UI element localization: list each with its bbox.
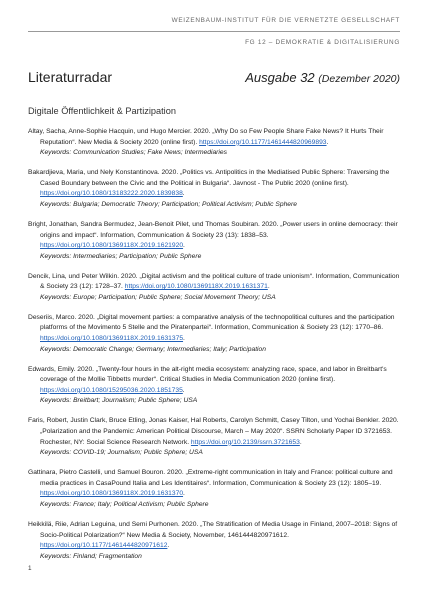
citation-text: Bright, Jonathan, Sandra Bermudez, Jean-Benoit Pilet, und Thomas Soubiran. 2020. „Power users in online democracy: their origins and impact“. Information, Communication & Society 23 (13): 1838–53. (28, 220, 398, 239)
reference-list (28, 127, 400, 572)
issue-date: (Dezember 2020) (318, 73, 400, 85)
document-title: Literaturradar (28, 69, 113, 85)
citation-end: . (167, 542, 170, 550)
department-name: FG 12 – DEMOKRATIE & DIGITALISIERUNG (245, 39, 400, 46)
doi-link[interactable]: https://doi.org/10.1080/13183222.2020.1839838 (40, 190, 183, 198)
reference-citation (28, 416, 400, 448)
reference-keywords: Keywords: Breitbart; Journalism; Public Sphere; USA (40, 397, 198, 405)
citation-end: . (267, 283, 270, 291)
reference-keywords: Keywords: Finland; Fragmentation (40, 552, 142, 560)
reference-citation (28, 272, 400, 293)
reference-citation (28, 365, 400, 397)
citation-text: Dencik, Lina, und Peter Wilkin. 2020. „Digital activism and the political culture of trade unionism“. Information, Communication & Society 23 (12): 1728–37. (28, 272, 400, 291)
reference-entry (28, 365, 400, 407)
citation-end: . (182, 190, 185, 198)
doi-link[interactable]: https://doi.org/10.2139/ssrn.3721653 (190, 438, 300, 446)
reference-entry (28, 127, 400, 159)
reference-keywords: Keywords: Europe; Participation; Public Sphere; Social Movement Theory; USA (40, 293, 276, 301)
citation-end: . (182, 386, 185, 394)
citation-end: . (183, 242, 185, 250)
doi-link[interactable]: https://doi.org/10.1177/1461444820969893 (199, 138, 327, 146)
reference-entry (28, 416, 400, 458)
doi-link[interactable]: https://doi.org/10.1080/1369118X.2019.1631375 (40, 335, 184, 343)
citation-end: . (183, 490, 185, 498)
reference-citation (28, 168, 400, 200)
citation-text: Gattinara, Pietro Castelli, und Samuel Bouron. 2020. „Extreme-right communication in Italy and France: political culture and media practices in CasaPound Italia and Les Identitaires“. Information, Communication & Society 23 (12): 1805–19. (28, 469, 393, 487)
doi-link[interactable]: https://doi.org/10.1080/15295036.2020.1851735 (40, 386, 183, 394)
doi-link[interactable]: https://doi.org/10.1080/1369118X.2019.1631371 (124, 283, 268, 291)
header-divider (28, 31, 400, 32)
citation-text: Altay, Sacha, Anne-Sophie Hacquin, und Hugo Mercier. 2020. „Why Do so Few People Share Fake News? It Hurts Their Reputation“. New Media & Society 2020 (online first). (28, 128, 384, 146)
doi-link[interactable]: https://doi.org/10.1080/1369118X.2019.1621920 (40, 242, 184, 250)
reference-entry (28, 168, 400, 210)
reference-citation (28, 313, 400, 345)
citation-end: . (299, 438, 302, 446)
reference-keywords: Keywords: France; Italy; Political Activism; Public Sphere (40, 500, 209, 508)
citation-text: Faris, Robert, Justin Clark, Bruce Etling, Jonas Kaiser, Hal Roberts, Carolyn Schmitt, Casey Tilton, und Yochai Benkler. 2020. „Polarization and the Pandemic: American Political Discourse, March – May 2020“. SSRN Scholarly Paper ID 3721653. Rochester, NY: Social Science Research Network. (28, 417, 399, 446)
reference-entry (28, 520, 400, 562)
page-number: 1 (28, 565, 32, 572)
citation-text: Deseriis, Marco. 2020. „Digital movement parties: a comparative analysis of the technopolitical cultures and the participation platforms of the Movimento 5 Stelle and the Piratenpartei“. Information, Communication & Society 23 (12): 1770–86. (28, 313, 395, 332)
reference-citation (28, 220, 400, 252)
reference-entry (28, 468, 400, 510)
issue-number: Ausgabe 32 (245, 70, 315, 85)
reference-citation (28, 468, 400, 500)
citation-end: . (183, 335, 185, 343)
reference-entry (28, 220, 400, 262)
doi-link[interactable]: https://doi.org/10.1177/1461444820971612 (40, 542, 168, 550)
reference-keywords: Keywords: Intermediaries; Participation; Public Sphere (40, 252, 202, 260)
section-title: Digitale Öffentlichkeit & Partizipation (28, 106, 176, 116)
reference-citation (28, 127, 400, 148)
citation-text: Bakardjieva, Maria, und Nely Konstantinova. 2020. „Politics vs. Antipolitics in the Mediatised Public Sphere: Traversing the Cased Boundary between the Civic and the Political in Bulgaria“. Javnost - The Public 2020 (online first). (28, 169, 390, 187)
reference-keywords: Keywords: COVID-19; Journalism; Public Sphere; USA (40, 449, 203, 457)
doi-link[interactable]: https://doi.org/10.1080/1369118X.2019.1631370 (40, 490, 184, 498)
reference-citation (28, 520, 400, 552)
reference-entry (28, 313, 400, 355)
citation-text: Edwards, Emily. 2020. „Twenty-four hours in the alt-right media ecosystem: analyzing race, space, and labor in Breitbart's coverage of the Mollie Tibbetts murder“. Critical Studies in Media Communication 2020 (online first). (28, 365, 387, 384)
citation-text: Heikkilä, Riie, Adrian Leguina, und Semi Purhonen. 2020. „The Stratification of Media Usage in Finland, 2007–2018: Signs of Socio-Political Polarization?“ New Media & Society, November, 1461444820971612. (28, 520, 398, 539)
institute-name: WEIZENBAUM-INSTITUT FÜR DIE VERNETZTE GESELLSCHAFT (171, 17, 400, 24)
reference-keywords: Keywords: Communication Studies; Fake News; Intermediaries (40, 149, 227, 157)
reference-keywords: Keywords: Democratic Change; Germany; Intermediaries; Italy; Participation (40, 345, 266, 353)
reference-entry (28, 272, 400, 304)
reference-keywords: Keywords: Bulgaria; Democratic Theory; Participation; Political Activism; Public Sphere (40, 200, 297, 208)
issue-label (245, 70, 400, 85)
citation-end: . (326, 138, 329, 146)
